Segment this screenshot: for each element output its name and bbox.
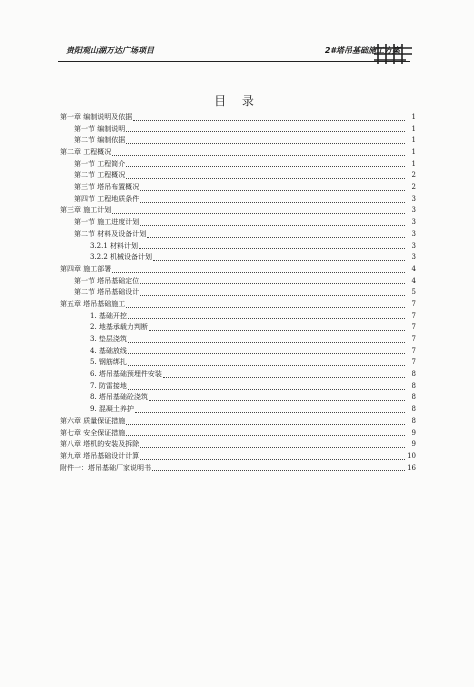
toc-entry[interactable] — [60, 252, 416, 264]
toc-entry-text: 第五章 塔吊基础施工 — [60, 299, 126, 308]
toc-leader-dots — [126, 143, 405, 144]
toc-entry[interactable] — [60, 287, 416, 299]
toc-entry-text: 第一节 编制说明 — [74, 124, 126, 133]
toc-leader-dots — [140, 295, 405, 296]
toc-entry-text: 第二节 材料及设备计划 — [74, 229, 147, 238]
toc-page-number: 1 — [411, 159, 416, 168]
toc-entry[interactable] — [60, 463, 416, 475]
toc-leader-dots — [126, 424, 405, 425]
toc-leader-dots — [153, 260, 405, 261]
toc-entry-text: 4. 基础放线 — [90, 346, 127, 355]
toc-entry[interactable] — [60, 393, 416, 405]
toc-entry-text: 3. 垫层浇筑 — [90, 335, 127, 344]
toc-entry[interactable] — [60, 311, 416, 323]
toc-page-number: 2 — [411, 183, 416, 192]
toc-entry[interactable] — [60, 334, 416, 346]
toc-entry-text: 第七章 安全保证措施 — [60, 428, 126, 437]
toc-page-number: 8 — [411, 393, 416, 402]
toc-leader-dots — [163, 377, 405, 378]
toc-entry-text: 3.2.2 机械设备计划 — [90, 253, 153, 262]
toc-page-number: 2 — [411, 171, 416, 180]
toc-entry-text: 第二节 工程概况 — [74, 171, 126, 180]
toc-entry[interactable] — [60, 217, 416, 229]
toc-page-number: 9 — [411, 428, 416, 437]
toc-entry[interactable] — [60, 206, 416, 218]
toc-entry[interactable] — [60, 124, 416, 136]
toc-page-number: 7 — [411, 335, 416, 344]
toc-entry[interactable] — [60, 357, 416, 369]
toc-page-number: 1 — [411, 124, 416, 133]
toc-entry-text: 第一节 工程简介 — [74, 159, 126, 168]
toc-entry-text: 第一章 编制说明及依据 — [60, 112, 133, 121]
toc-page-number: 7 — [411, 323, 416, 332]
toc-page-number: 3 — [411, 206, 416, 215]
toc-entry-text: 第三章 施工计划 — [60, 206, 112, 215]
toc-entry[interactable] — [60, 241, 416, 253]
toc-leader-dots — [128, 318, 405, 319]
toc-entry[interactable] — [60, 428, 416, 440]
toc-page-number: 7 — [411, 358, 416, 367]
toc-page-number: 3 — [411, 229, 416, 238]
toc-leader-dots — [126, 131, 405, 132]
toc-leader-dots — [112, 272, 405, 273]
toc-entry-text: 1. 基础开挖 — [90, 311, 127, 320]
toc-page-number: 10 — [407, 451, 416, 460]
toc-entry-text: 8. 塔吊基础砼浇筑 — [90, 393, 148, 402]
toc-entry-text: 第八章 塔机的安装及拆除 — [60, 440, 140, 449]
toc-page-number: 3 — [411, 253, 416, 262]
toc-entry-text: 9. 混凝土养护 — [90, 405, 134, 414]
toc-page-number: 1 — [411, 136, 416, 145]
toc-entry-text: 第三节 塔吊布置概况 — [74, 183, 140, 192]
toc-entry-text: 第四节 工程地质条件 — [74, 194, 140, 203]
table-of-contents — [60, 112, 416, 474]
toc-entry[interactable] — [60, 346, 416, 358]
toc-page-number: 4 — [411, 264, 416, 273]
toc-entry[interactable] — [60, 416, 416, 428]
toc-entry[interactable] — [60, 276, 416, 288]
toc-page-number: 3 — [411, 241, 416, 250]
toc-leader-dots — [140, 190, 405, 191]
toc-leader-dots — [147, 237, 405, 238]
toc-entry-text: 第一节 塔吊基础定位 — [74, 276, 140, 285]
toc-entry[interactable] — [60, 229, 416, 241]
toc-entry[interactable] — [60, 369, 416, 381]
toc-entry[interactable] — [60, 170, 416, 182]
toc-entry[interactable] — [60, 147, 416, 159]
toc-entry[interactable] — [60, 451, 416, 463]
header-project-name: 贵阳观山湖万达广场项目 — [66, 46, 154, 55]
toc-entry-text: 附件一：塔吊基础厂家说明书 — [60, 463, 151, 472]
toc-leader-dots — [149, 330, 405, 331]
toc-leader-dots — [140, 202, 405, 203]
toc-leader-dots — [126, 307, 405, 308]
toc-entry[interactable] — [60, 404, 416, 416]
toc-leader-dots — [149, 400, 405, 401]
toc-page-number: 16 — [407, 463, 416, 472]
toc-leader-dots — [128, 389, 405, 390]
toc-entry-text: 第一节 施工进度计划 — [74, 218, 140, 227]
toc-leader-dots — [140, 447, 405, 448]
toc-page-number: 9 — [411, 440, 416, 449]
toc-entry-text: 2. 地基承载力判断 — [90, 323, 148, 332]
toc-page-number: 4 — [411, 276, 416, 285]
toc-entry-text: 第四章 施工部署 — [60, 264, 112, 273]
toc-leader-dots — [140, 225, 405, 226]
toc-leader-dots — [128, 342, 405, 343]
page-header — [58, 45, 410, 59]
toc-entry-text: 6. 塔吊基础预埋件安装 — [90, 370, 162, 379]
toc-entry[interactable] — [60, 159, 416, 171]
toc-entry[interactable] — [60, 381, 416, 393]
toc-leader-dots — [126, 435, 405, 436]
toc-entry[interactable] — [60, 182, 416, 194]
toc-page-number: 8 — [411, 381, 416, 390]
toc-leader-dots — [126, 178, 405, 179]
company-logo-icon — [374, 40, 414, 66]
toc-entry-text: 3.2.1 材料计划 — [90, 241, 139, 250]
toc-page-number: 8 — [411, 405, 416, 414]
toc-leader-dots — [152, 470, 405, 471]
toc-leader-dots — [128, 353, 405, 354]
toc-title: 目 录 — [214, 94, 260, 108]
toc-entry-text: 第二节 编制依据 — [74, 136, 126, 145]
toc-leader-dots — [112, 155, 405, 156]
toc-entry-text: 第二章 工程概况 — [60, 148, 112, 157]
toc-entry[interactable] — [60, 322, 416, 334]
toc-leader-dots — [139, 248, 405, 249]
toc-entry-text: 第六章 质量保证措施 — [60, 416, 126, 425]
toc-page-number: 7 — [411, 346, 416, 355]
toc-page-number: 8 — [411, 416, 416, 425]
toc-entry[interactable] — [60, 439, 416, 451]
toc-entry-text: 7. 防雷接地 — [90, 381, 127, 390]
toc-leader-dots — [133, 120, 405, 121]
toc-page-number: 1 — [411, 112, 416, 121]
toc-leader-dots — [135, 412, 405, 413]
toc-entry-text: 5. 钢筋绑扎 — [90, 358, 127, 367]
toc-page-number: 3 — [411, 218, 416, 227]
toc-leader-dots — [112, 213, 405, 214]
toc-entry[interactable] — [60, 112, 416, 124]
toc-entry[interactable] — [60, 194, 416, 206]
toc-page-number: 3 — [411, 194, 416, 203]
toc-leader-dots — [126, 166, 405, 167]
toc-page-number: 5 — [411, 288, 416, 297]
toc-entry[interactable] — [60, 264, 416, 276]
toc-entry[interactable] — [60, 299, 416, 311]
toc-leader-dots — [140, 459, 405, 460]
toc-page-number: 8 — [411, 370, 416, 379]
toc-entry[interactable] — [60, 135, 416, 147]
header-rule — [58, 61, 410, 62]
header-document-title: 2#塔吊基础施工方案 — [324, 46, 400, 55]
toc-leader-dots — [140, 283, 405, 284]
toc-page-number: 1 — [411, 148, 416, 157]
toc-entry-text: 第九章 塔吊基础设计计算 — [60, 451, 140, 460]
toc-page-number: 7 — [411, 311, 416, 320]
toc-leader-dots — [128, 365, 405, 366]
toc-entry-text: 第二节 塔吊基础设计 — [74, 288, 140, 297]
toc-page-number: 7 — [411, 299, 416, 308]
